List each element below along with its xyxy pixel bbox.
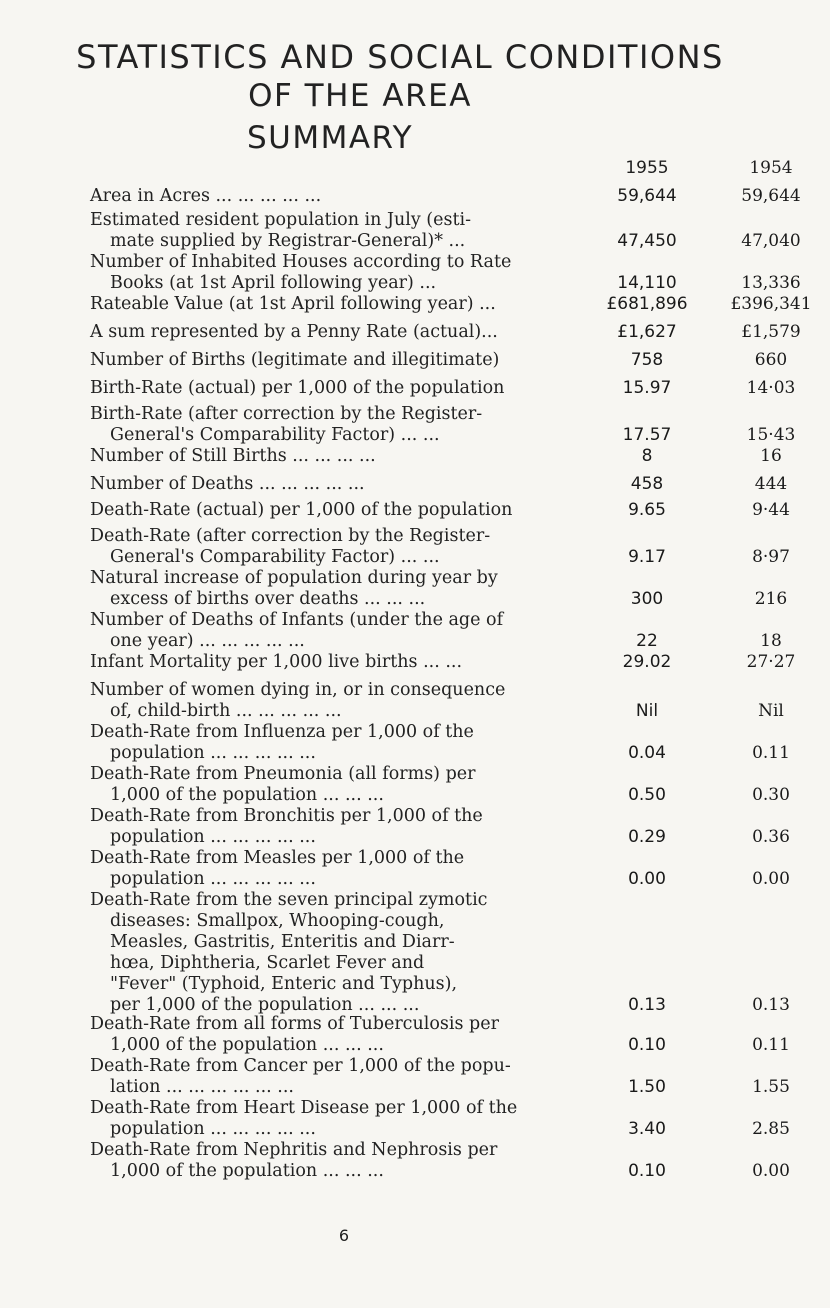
row-label-line: 1,000 of the population ... ... ... — [110, 1035, 384, 1055]
value-1954: 8·97 — [752, 547, 790, 567]
row-label-line: hœa, Diphtheria, Scarlet Fever and — [110, 953, 425, 973]
row-label — [90, 294, 570, 315]
value-1954: Nil — [758, 701, 784, 721]
value-1954: 0.00 — [752, 869, 790, 889]
row-label — [90, 404, 570, 446]
value-1954: 18 — [760, 631, 782, 651]
value-1955: 0.10 — [628, 1035, 666, 1055]
value-1955: 758 — [630, 350, 664, 370]
row-label — [90, 322, 570, 343]
row-label — [90, 1098, 570, 1140]
row-label — [90, 1014, 570, 1056]
value-1954: £1,579 — [741, 322, 801, 342]
row-label-line: Rateable Value (at 1st April following year) ... — [90, 294, 496, 314]
row-label — [90, 764, 570, 806]
section-heading: SUMMARY — [246, 120, 414, 156]
row-label — [90, 1140, 570, 1182]
row-label — [90, 652, 570, 673]
row-label — [90, 350, 570, 371]
row-label-line: General's Comparability Factor) ... ... — [110, 547, 440, 567]
row-label-line: per 1,000 of the population ... ... ... — [110, 995, 420, 1015]
value-1954: 0.11 — [752, 1035, 790, 1055]
row-label-line: 1,000 of the population ... ... ... — [110, 1161, 384, 1181]
value-1954: 0.30 — [752, 785, 790, 805]
row-label-line: mate supplied by Registrar-General)* ... — [110, 231, 466, 251]
row-label — [90, 526, 570, 568]
row-label-line: population ... ... ... ... ... — [110, 827, 316, 847]
row-label-line: lation ... ... ... ... ... ... — [110, 1077, 294, 1097]
row-label-line: Number of Deaths of Infants (under the age of — [90, 610, 504, 630]
value-1954: 15·43 — [746, 425, 796, 445]
value-1954: 27·27 — [746, 652, 796, 672]
value-1954: 59,644 — [741, 186, 801, 206]
value-1955: 22 — [636, 631, 658, 651]
row-label-line: population ... ... ... ... ... — [110, 1119, 316, 1139]
row-label — [90, 890, 570, 1016]
value-1954: 2.85 — [752, 1119, 790, 1139]
row-label-line: Death-Rate from Pneumonia (all forms) per — [90, 764, 476, 784]
value-1954: 9·44 — [752, 500, 790, 520]
row-label-line: Death-Rate from Influenza per 1,000 of the — [90, 722, 474, 742]
value-1955: 458 — [630, 474, 664, 494]
row-label-line: Estimated resident population in July (esti- — [90, 210, 472, 230]
value-1954: 16 — [760, 446, 782, 466]
value-1954: 47,040 — [741, 231, 801, 251]
value-1955: Nil — [635, 701, 659, 721]
value-1954: 0.36 — [752, 827, 790, 847]
value-1954: 13,336 — [741, 273, 801, 293]
value-1955: 29.02 — [622, 652, 672, 672]
row-label — [90, 474, 570, 495]
row-label-line: "Fever" (Typhoid, Enteric and Typhus), — [110, 974, 458, 994]
value-1955: 0.00 — [628, 869, 666, 889]
row-label-line: Death-Rate from the seven principal zymotic — [90, 890, 488, 910]
row-label-line: population ... ... ... ... ... — [110, 869, 316, 889]
row-label-line: Books (at 1st April following year) ... — [110, 273, 437, 293]
value-1955: £1,627 — [617, 322, 677, 342]
row-label-line: Number of Still Births ... ... ... ... — [90, 446, 376, 466]
row-label-line: one year) ... ... ... ... ... — [110, 631, 305, 651]
row-label-line: Measles, Gastritis, Enteritis and Diarr- — [110, 932, 455, 952]
value-1955: 3.40 — [628, 1119, 666, 1139]
value-1955: 8 — [641, 446, 653, 466]
row-label-line: Number of women dying in, or in consequence — [90, 680, 506, 700]
row-label-line: excess of births over deaths ... ... ... — [110, 589, 426, 609]
value-1955: 17.57 — [622, 425, 672, 445]
row-label-line: population ... ... ... ... ... — [110, 743, 316, 763]
row-label — [90, 186, 570, 207]
row-label — [90, 500, 570, 521]
row-label-line: Death-Rate (actual) per 1,000 of the population — [90, 500, 513, 520]
row-label — [90, 210, 570, 252]
column-header-1954: 1954 — [749, 158, 793, 178]
value-1954: 14·03 — [746, 378, 796, 398]
value-1955: 0.04 — [628, 743, 666, 763]
value-1954: 0.13 — [752, 995, 790, 1015]
page-number: 6 — [338, 1226, 350, 1245]
value-1954: 0.11 — [752, 743, 790, 763]
row-label — [90, 722, 570, 764]
value-1955: 300 — [630, 589, 664, 609]
row-label-line: Birth-Rate (actual) per 1,000 of the population — [90, 378, 505, 398]
row-label-line: General's Comparability Factor) ... ... — [110, 425, 440, 445]
row-label-line: Number of Inhabited Houses according to Rate — [90, 252, 512, 272]
value-1955: 0.29 — [628, 827, 666, 847]
value-1954: 0.00 — [752, 1161, 790, 1181]
value-1955: 0.13 — [628, 995, 666, 1015]
row-label-line: Death-Rate from Measles per 1,000 of the — [90, 848, 465, 868]
column-header-1955: 1955 — [625, 158, 669, 178]
row-label-line: Death-Rate from Heart Disease per 1,000 of the — [90, 1098, 518, 1118]
row-label-line: Death-Rate from all forms of Tuberculosis per — [90, 1014, 499, 1034]
value-1955: 15.97 — [622, 378, 672, 398]
row-label-line: Number of Deaths ... ... ... ... ... — [90, 474, 365, 494]
page-subtitle: OF THE AREA — [248, 78, 472, 114]
row-label-line: Death-Rate from Cancer per 1,000 of the popu- — [90, 1056, 511, 1076]
row-label-line: Death-Rate from Bronchitis per 1,000 of the — [90, 806, 483, 826]
row-label-line: diseases: Smallpox, Whooping-cough, — [110, 911, 445, 931]
row-label-line: of, child-birth ... ... ... ... ... — [110, 701, 342, 721]
row-label — [90, 378, 570, 399]
value-1954: 1.55 — [752, 1077, 790, 1097]
value-1954: £396,341 — [730, 294, 812, 314]
row-label-line: Death-Rate from Nephritis and Nephrosis per — [90, 1140, 498, 1160]
page-title: STATISTICS AND SOCIAL CONDITIONS — [76, 38, 724, 76]
row-label — [90, 610, 570, 652]
value-1955: 1.50 — [628, 1077, 666, 1097]
value-1954: 444 — [754, 474, 788, 494]
row-label-line: Infant Mortality per 1,000 live births ... ... — [90, 652, 463, 672]
value-1955: 59,644 — [617, 186, 677, 206]
row-label-line: 1,000 of the population ... ... ... — [110, 785, 384, 805]
value-1955: 0.10 — [628, 1161, 666, 1181]
row-label — [90, 848, 570, 890]
value-1955: 14,110 — [617, 273, 677, 293]
row-label-line: Number of Births (legitimate and illegitimate) — [90, 350, 500, 370]
value-1955: 9.17 — [628, 547, 666, 567]
value-1955: £681,896 — [606, 294, 688, 314]
value-1954: 216 — [754, 589, 788, 609]
row-label — [90, 1056, 570, 1098]
row-label-line: Natural increase of population during year by — [90, 568, 498, 588]
value-1955: 0.50 — [628, 785, 666, 805]
row-label — [90, 252, 570, 294]
row-label-line: Birth-Rate (after correction by the Register- — [90, 404, 483, 424]
value-1955: 47,450 — [617, 231, 677, 251]
row-label — [90, 806, 570, 848]
row-label-line: Death-Rate (after correction by the Register- — [90, 526, 491, 546]
value-1954: 660 — [754, 350, 788, 370]
row-label-line: Area in Acres ... ... ... ... ... — [90, 186, 322, 206]
value-1955: 9.65 — [628, 500, 666, 520]
row-label — [90, 568, 570, 610]
row-label-line: A sum represented by a Penny Rate (actual)... — [90, 322, 498, 342]
row-label — [90, 446, 570, 467]
row-label — [90, 680, 570, 722]
